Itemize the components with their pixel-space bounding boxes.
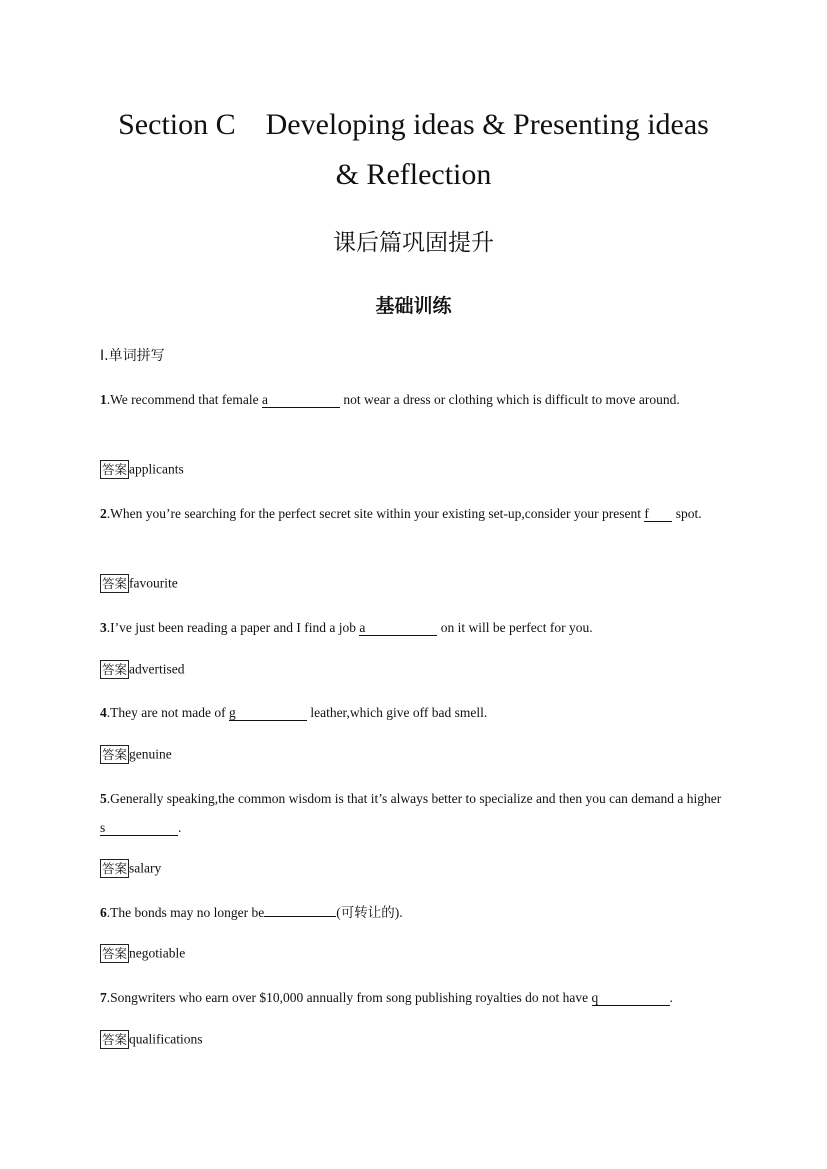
question-text: . xyxy=(178,820,182,835)
question-number: 4 xyxy=(100,705,107,720)
document-title-line1: Section C Developing ideas & Presenting ideas xyxy=(118,108,709,141)
question-number: 5 xyxy=(100,791,107,806)
answer-value: qualifications xyxy=(129,1031,203,1047)
answer-row xyxy=(100,660,185,679)
question-number: 7 xyxy=(100,990,107,1005)
answer-row xyxy=(100,1030,203,1049)
answer-value: favourite xyxy=(129,575,178,591)
answer-value: salary xyxy=(129,860,162,876)
question-text: .Generally speaking,the common wisdom is that it’s always better to specialize and then you can demand a higher xyxy=(106,791,722,806)
question-item xyxy=(100,983,730,1012)
question-text: .Songwriters who earn over $10,000 annually from song publishing royalties do not have xyxy=(106,990,592,1005)
question-text: .They are not made of xyxy=(106,705,229,720)
answer-row xyxy=(100,460,184,479)
question-item xyxy=(100,499,730,528)
question-text: spot. xyxy=(672,506,702,521)
answer-tag: 答案 xyxy=(102,1032,128,1047)
answer-tag: 答案 xyxy=(102,861,128,876)
question-text: .When you’re searching for the perfect secret site within your existing set-up,consider your present xyxy=(106,506,645,521)
exercise-section-label: Ⅰ.单词拼写 xyxy=(100,348,165,364)
answer-blank xyxy=(264,916,336,917)
question-number: 1 xyxy=(100,392,107,407)
document-subtitle: 课后篇巩固提升 xyxy=(333,230,494,256)
answer-value: advertised xyxy=(129,661,185,677)
question-number: 3 xyxy=(100,620,107,635)
answer-blank: g xyxy=(229,705,307,721)
question-number: 2 xyxy=(100,506,107,521)
section-heading: 基础训练 xyxy=(375,295,452,317)
question-text: .We recommend that female xyxy=(106,392,262,407)
answer-row xyxy=(100,745,172,764)
question-text: . xyxy=(669,990,673,1005)
answer-tag: 答案 xyxy=(102,462,128,477)
answer-tag: 答案 xyxy=(102,747,128,762)
question-item xyxy=(100,613,730,642)
document-title-line2: & Reflection xyxy=(335,158,492,191)
answer-row xyxy=(100,859,161,878)
answer-row xyxy=(100,574,178,593)
question-item xyxy=(100,898,730,927)
answer-blank: q xyxy=(592,990,670,1006)
question-text: .The bonds may no longer be xyxy=(106,905,265,920)
answer-row xyxy=(100,944,185,963)
question-item xyxy=(100,698,730,727)
question-item xyxy=(100,784,730,842)
answer-tag: 答案 xyxy=(102,662,128,677)
question-text: (可转让的). xyxy=(336,905,403,920)
question-text: not wear a dress or clothing which is difficult to move around. xyxy=(339,392,680,407)
answer-tag: 答案 xyxy=(102,576,128,591)
answer-value: negotiable xyxy=(129,945,186,961)
answer-blank: s xyxy=(100,820,178,836)
answer-value: applicants xyxy=(129,461,184,477)
question-text: on it will be perfect for you. xyxy=(437,620,593,635)
answer-blank: f xyxy=(644,506,672,522)
question-item xyxy=(100,385,730,414)
question-text: leather,which give off bad smell. xyxy=(306,705,488,720)
answer-blank: a xyxy=(262,392,340,408)
answer-value: genuine xyxy=(129,746,172,762)
question-number: 6 xyxy=(100,905,107,920)
answer-tag: 答案 xyxy=(102,946,128,961)
answer-blank: a xyxy=(359,620,437,636)
question-text: .I’ve just been reading a paper and I find a job xyxy=(106,620,360,635)
